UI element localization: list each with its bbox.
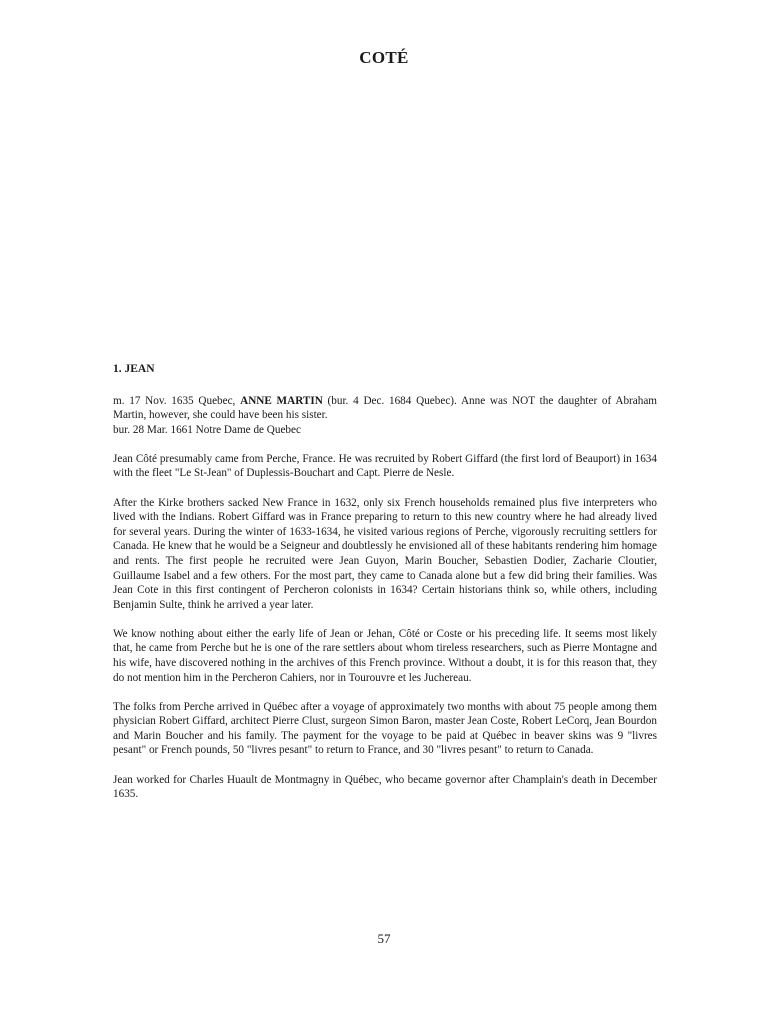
marriage-suffix: (bur. 4 Dec. 1684 Quebec). Anne was NOT the daughter of Abraham Martin, however, she could have been his sister.: [113, 394, 657, 422]
marriage-record: [113, 394, 657, 423]
burial-record: bur. 28 Mar. 1661 Notre Dame de Quebec: [113, 423, 301, 436]
paragraph-montmagny: Jean worked for Charles Huault de Montmagny in Québec, who became governor after Champlain's death in December 1635.: [113, 773, 657, 801]
paragraph-kirke: After the Kirke brothers sacked New France in 1632, only six French households remained plus five interpreters who lived with the Indians. Robert Giffard was in France preparing to return to this new country where he had already lived for several years. During the winter of 1633-1634, he visited various regions of Perche, vigorously recruiting settlers for Canada. He knew that he would be a Seigneur and doubtlessly he envisioned all of these habitants rendering him homage and rents. The first people he recruited were Jean Guyon, Marin Boucher, Sebastien Dodier, Zacharie Cloutier, Guillaume Isabel and a few others. For the most part, they came to Canada alone but a few did bring their families. Was Jean Cote in this first contingent of Percheron colonists in 1634? Certain historians think so, while others, including Benjamin Sulte, think he arrived a year later.: [113, 496, 657, 611]
page-number: 57: [377, 931, 391, 946]
paragraph-early-life: We know nothing about either the early life of Jean or Jehan, Côté or Coste or his preceding life. It seems most likely that, he came from Perche but he is one of the rare settlers about whom tireless researchers, such as Pierre Montagne and his wife, have discovered nothing in the archives of this French province. Without a doubt, it is for this reason that, they do not mention him in the Percheron Cahiers, nor in Tourouvre et les Juchereau.: [113, 627, 657, 684]
marriage-prefix: m. 17 Nov. 1635 Quebec,: [113, 394, 241, 407]
paragraph-voyage: The folks from Perche arrived in Québec after a voyage of approximately two months with about 75 people among them physician Robert Giffard, architect Pierre Clust, surgeon Simon Baron, master Jean Coste, Robert LeCorq, Jean Bourdon and Marin Boucher and his family. The payment for the voyage to be paid at Québec in beaver skins was 9 "livres pesant" or French pounds, 50 "livres pesant" to return to France, and 30 "livres pesant" to return to Canada.: [113, 700, 657, 757]
spouse-name: ANNE MARTIN: [240, 394, 323, 407]
section-heading: 1. JEAN: [113, 363, 155, 375]
paragraph-origin: Jean Côté presumably came from Perche, France. He was recruited by Robert Giffard (the first lord of Beauport) in 1634 with the fleet "Le St-Jean" of Duplessis-Bouchart and Capt. Pierre de Nesle.: [113, 452, 657, 480]
page-title: COTÉ: [359, 48, 409, 67]
body-content: [113, 362, 657, 816]
